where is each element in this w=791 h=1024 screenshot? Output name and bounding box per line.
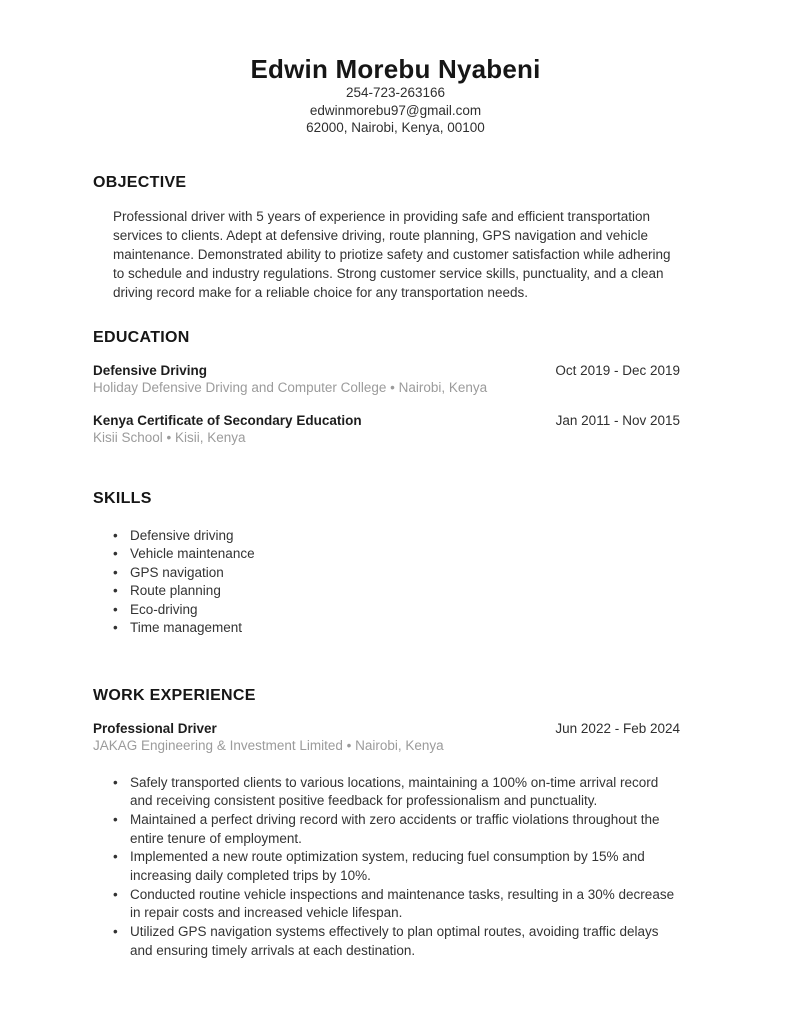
objective-text: Professional driver with 5 years of experience in providing safe and efficient transportation services to clients. Adept at defensive driving, route planning, GPS navigation and vehicle maintenance. Demonstrated ability to priotize safety and customer satisfaction while adhering to schedule and industry regulations. Strong customer service skills, punctuality, and a clean driving record make for a reliable choice for any transportation needs. [113, 208, 671, 301]
job-title: Professional Driver [93, 720, 217, 736]
work-entry-row [93, 720, 680, 738]
skill-item: • Vehicle maintenance [93, 545, 680, 564]
education-title: Kenya Certificate of Secondary Education [93, 412, 362, 428]
education-entry-row [93, 412, 680, 430]
education-entry [93, 362, 680, 397]
resume-body [0, 174, 791, 961]
job-bullet: • Utilized GPS navigation systems effectively to plan optimal routes, avoiding traffic delays and ensuring timely arrivals at each destination. [93, 923, 680, 960]
job-company: JAKAG Engineering & Investment Limited • Nairobi, Kenya [93, 738, 444, 754]
job-bullet: • Implemented a new route optimization system, reducing fuel consumption by 15% and increasing daily completed trips by 10%. [93, 848, 680, 885]
resume-header [0, 0, 791, 137]
education-institution: Holiday Defensive Driving and Computer College • Nairobi, Kenya [93, 380, 488, 396]
phone-number: 254-723-263166 [345, 85, 446, 100]
education-dates: Oct 2019 - Dec 2019 [555, 362, 680, 378]
work-entry [93, 720, 680, 755]
postal-address: 62000, Nairobi, Kenya, 00100 [306, 120, 485, 135]
work-experience-heading: WORK EXPERIENCE [93, 686, 256, 704]
education-dates: Jan 2011 - Nov 2015 [555, 412, 680, 428]
skills-list [93, 527, 680, 638]
skills-heading: SKILLS [93, 489, 152, 507]
job-bullet: • Safely transported clients to various locations, maintaining a 100% on-time arrival record and receiving consistent positive feedback for professionalism and punctuality. [93, 774, 680, 811]
job-bullet: • Maintained a perfect driving record with zero accidents or traffic violations throughout the entire tenure of employment. [93, 811, 680, 848]
work-experience-section [93, 687, 680, 961]
objective-heading: OBJECTIVE [93, 173, 187, 191]
email-address: edwinmorebu97@gmail.com [309, 102, 482, 118]
skills-section [93, 490, 680, 638]
education-entry-row [93, 362, 680, 380]
skill-item: • Eco-driving [93, 601, 680, 620]
education-entry [93, 412, 680, 447]
education-heading: EDUCATION [93, 328, 190, 346]
skill-item: • GPS navigation [93, 564, 680, 583]
candidate-name: Edwin Morebu Nyabeni [250, 54, 541, 84]
job-bullet-list [93, 774, 680, 961]
skill-item: • Time management [93, 619, 680, 638]
objective-section [93, 174, 680, 303]
skill-item: • Defensive driving [93, 527, 680, 546]
education-institution: Kisii School • Kisii, Kenya [93, 430, 246, 446]
education-section [93, 329, 680, 447]
skill-item: • Route planning [93, 582, 680, 601]
job-dates: Jun 2022 - Feb 2024 [555, 720, 680, 736]
job-bullet: • Conducted routine vehicle inspections and maintenance tasks, resulting in a 30% decrease in repair costs and increased vehicle lifespan. [93, 886, 680, 923]
education-title: Defensive Driving [93, 362, 208, 378]
